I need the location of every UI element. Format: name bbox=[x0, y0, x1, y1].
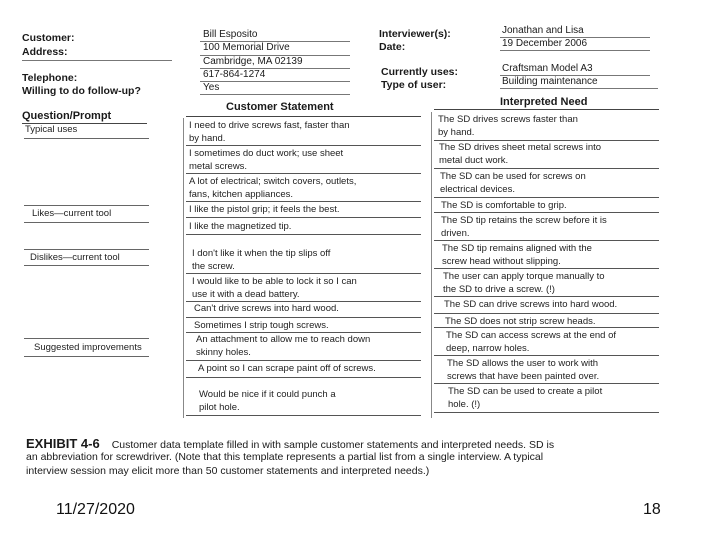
column-heading-statement: Customer Statement bbox=[226, 101, 334, 113]
rule bbox=[200, 55, 350, 56]
need-text: The SD can be used to create a pilot bbox=[448, 386, 603, 397]
need-text: driven. bbox=[441, 228, 470, 239]
need-text: The SD tip retains the screw before it is bbox=[441, 215, 607, 226]
statement-text: use it with a dead battery. bbox=[192, 289, 300, 300]
rule bbox=[434, 268, 659, 269]
rule bbox=[500, 37, 650, 38]
statement-text: the screw. bbox=[192, 261, 235, 272]
column-separator bbox=[431, 112, 432, 418]
statement-text: I sometimes do duct work; use sheet bbox=[189, 148, 344, 159]
rule bbox=[186, 377, 421, 378]
rule bbox=[434, 383, 659, 384]
footer-page-number: 18 bbox=[643, 501, 661, 518]
need-text: the SD to drive a screw. (!) bbox=[443, 284, 555, 295]
need-text: screws that have been painted over. bbox=[447, 371, 600, 382]
column-heading-question: Question/Prompt bbox=[22, 110, 112, 122]
statement-text: I would like to be able to lock it so I can bbox=[192, 276, 357, 287]
rule bbox=[22, 60, 172, 61]
exhibit-label: EXHIBIT 4-6 bbox=[26, 436, 100, 451]
rule bbox=[200, 81, 350, 82]
rule bbox=[200, 94, 350, 95]
rule bbox=[434, 212, 659, 213]
rule bbox=[434, 168, 659, 169]
rule bbox=[186, 273, 421, 274]
telephone-value: 617-864-1274 bbox=[203, 69, 266, 80]
need-text: screw head without slipping. bbox=[442, 256, 561, 267]
rule bbox=[24, 138, 149, 139]
column-separator bbox=[183, 118, 184, 418]
statement-text: skinny holes. bbox=[196, 347, 251, 358]
currently-uses-value: Craftsman Model A3 bbox=[502, 63, 593, 74]
telephone-label: Telephone: bbox=[22, 72, 78, 84]
rule bbox=[200, 68, 350, 69]
need-text: The SD can be used for screws on bbox=[440, 171, 586, 182]
need-text: The SD can drive screws into hard wood. bbox=[444, 299, 618, 310]
date-value: 19 December 2006 bbox=[502, 38, 588, 49]
address-line2: Cambridge, MA 02139 bbox=[203, 56, 303, 67]
rule bbox=[24, 222, 149, 223]
statement-text: A point so I can scrape paint off of screws. bbox=[198, 363, 376, 374]
rule bbox=[500, 75, 650, 76]
rule bbox=[500, 50, 650, 51]
rule bbox=[434, 313, 659, 314]
need-text: The SD can access screws at the end of bbox=[446, 330, 617, 341]
need-text: deep, narrow holes. bbox=[446, 343, 530, 354]
statement-text: Would be nice if it could punch a bbox=[199, 389, 336, 400]
exhibit-caption-line1 bbox=[26, 436, 554, 451]
statement-text: Can't drive screws into hard wood. bbox=[194, 303, 339, 314]
customer-label: Customer: bbox=[22, 32, 75, 44]
need-text: metal duct work. bbox=[439, 155, 509, 166]
statement-text: An attachment to allow me to reach down bbox=[196, 334, 371, 345]
statement-text: Sometimes I strip tough screws. bbox=[194, 320, 329, 331]
column-heading-need: Interpreted Need bbox=[500, 96, 588, 108]
willing-label: Willing to do follow-up? bbox=[22, 85, 141, 97]
rule bbox=[24, 338, 149, 339]
rule bbox=[24, 356, 149, 357]
statement-text: I need to drive screws fast, faster than bbox=[189, 120, 350, 131]
rule bbox=[500, 88, 658, 89]
rule bbox=[186, 317, 421, 318]
statement-text: metal screws. bbox=[189, 161, 248, 172]
rule bbox=[186, 116, 421, 117]
statement-text: A lot of electrical; switch covers, outlets, bbox=[189, 176, 357, 187]
rule bbox=[200, 41, 350, 42]
address-line1: 100 Memorial Drive bbox=[203, 42, 290, 53]
statement-text: fans, kitchen appliances. bbox=[189, 189, 294, 200]
rule bbox=[186, 360, 421, 361]
prompt-suggested: Suggested improvements bbox=[34, 342, 142, 353]
need-text: The SD drives sheet metal screws into bbox=[439, 142, 602, 153]
prompt-likes: Likes—current tool bbox=[32, 208, 112, 219]
need-text: The SD does not strip screw heads. bbox=[445, 316, 596, 327]
prompt-typical-uses: Typical uses bbox=[25, 124, 78, 135]
willing-value: Yes bbox=[203, 82, 220, 93]
footer-date: 11/27/2020 bbox=[56, 501, 135, 518]
interviewers-label: Interviewer(s): bbox=[379, 28, 451, 40]
need-text: hole. (!) bbox=[448, 399, 481, 410]
caption-text: Customer data template filled in with sample customer statements and interpreted needs. SD is bbox=[111, 439, 555, 451]
rule bbox=[186, 234, 421, 235]
rule bbox=[434, 140, 659, 141]
rule bbox=[186, 173, 421, 174]
exhibit-caption-line3: interview session may elicit more than 50 customer statements and interpreted needs.) bbox=[26, 465, 430, 477]
need-text: The SD drives screws faster than bbox=[438, 114, 578, 125]
statement-text: by hand. bbox=[189, 133, 226, 144]
rule bbox=[24, 249, 149, 250]
need-text: The SD tip remains aligned with the bbox=[442, 243, 592, 254]
rule bbox=[434, 240, 659, 241]
need-text: The SD allows the user to work with bbox=[447, 358, 599, 369]
rule bbox=[186, 145, 421, 146]
need-text: by hand. bbox=[438, 127, 475, 138]
rule bbox=[434, 109, 659, 110]
date-label: Date: bbox=[379, 41, 406, 53]
need-text: The user can apply torque manually to bbox=[443, 271, 605, 282]
rule bbox=[434, 412, 659, 413]
rule bbox=[24, 265, 149, 266]
rule bbox=[434, 296, 659, 297]
rule bbox=[186, 332, 421, 333]
address-label: Address: bbox=[22, 46, 68, 58]
need-text: electrical devices. bbox=[440, 184, 515, 195]
customer-value: Bill Esposito bbox=[203, 29, 258, 40]
exhibit-caption-line2: an abbreviation for screwdriver. (Note that this template represents a partial list from a single interview. A typical bbox=[26, 451, 544, 463]
user-type-label: Type of user: bbox=[381, 79, 447, 91]
user-type-value: Building maintenance bbox=[502, 76, 598, 87]
statement-text: pilot hole. bbox=[199, 402, 240, 413]
statement-text: I like the magnetized tip. bbox=[189, 221, 292, 232]
rule bbox=[434, 327, 659, 328]
interviewers-value: Jonathan and Lisa bbox=[502, 25, 584, 36]
statement-text: I don't like it when the tip slips off bbox=[192, 248, 331, 259]
rule bbox=[434, 355, 659, 356]
currently-uses-label: Currently uses: bbox=[381, 66, 459, 78]
rule bbox=[186, 301, 421, 302]
need-text: The SD is comfortable to grip. bbox=[441, 200, 567, 211]
rule bbox=[186, 201, 421, 202]
rule bbox=[186, 415, 421, 416]
prompt-dislikes: Dislikes—current tool bbox=[30, 252, 120, 263]
statement-text: I like the pistol grip; it feels the best. bbox=[189, 204, 340, 215]
rule bbox=[434, 197, 659, 198]
rule bbox=[24, 205, 149, 206]
rule bbox=[186, 217, 421, 218]
